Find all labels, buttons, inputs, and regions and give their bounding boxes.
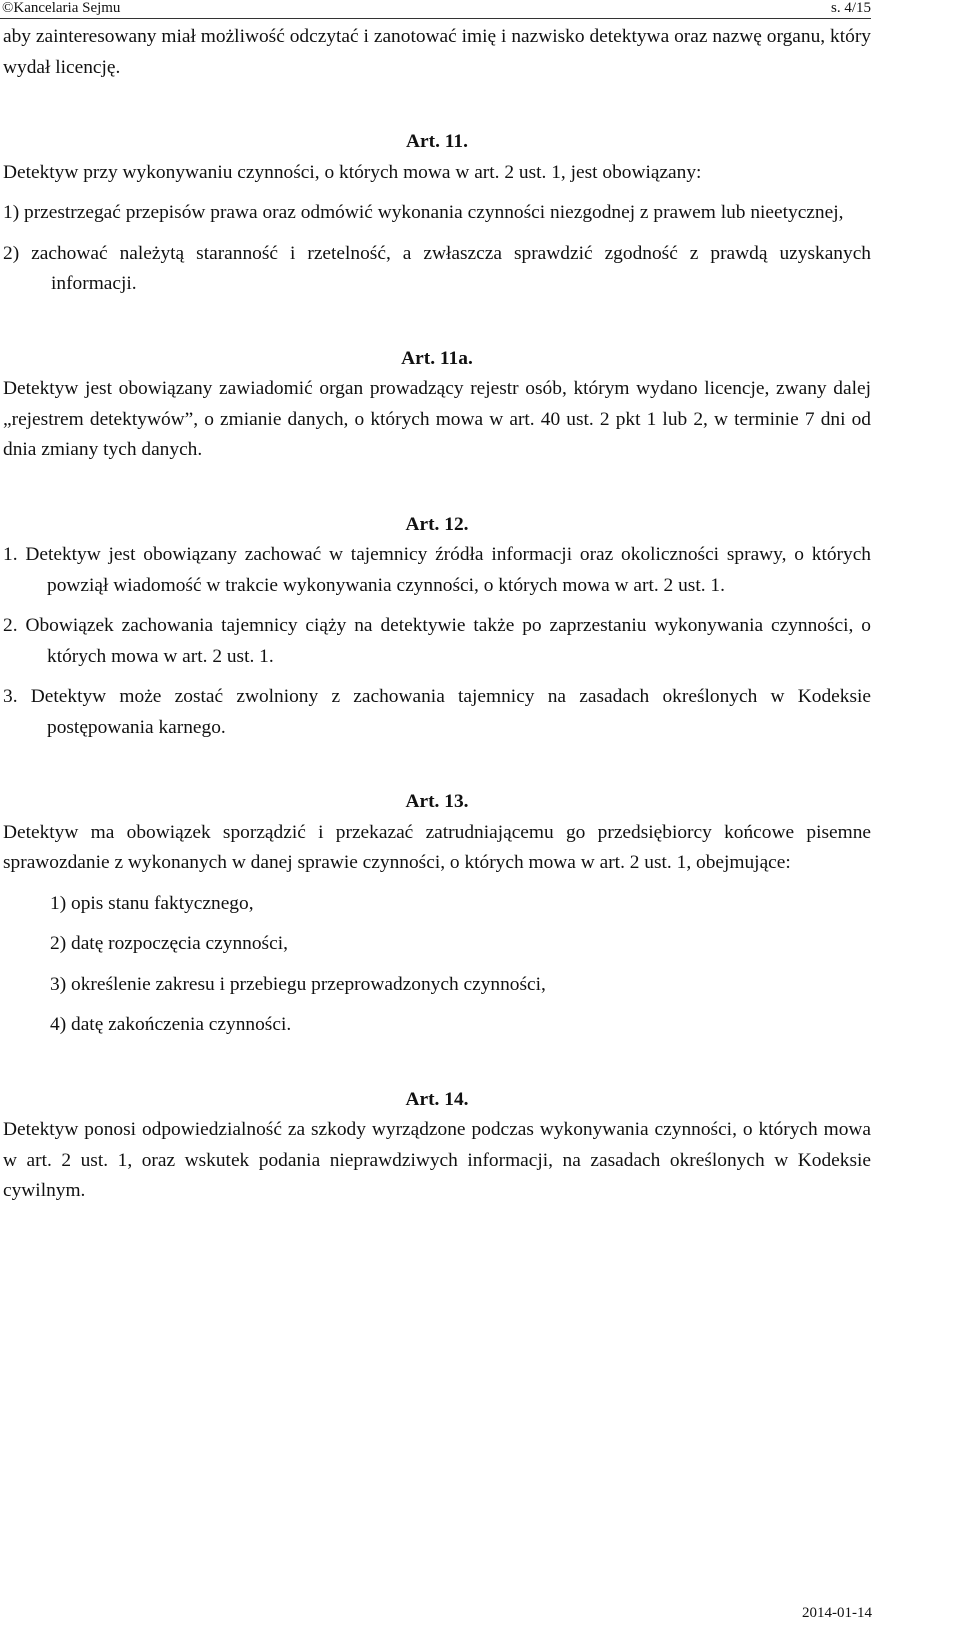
article-12-para-3: 3. Detektyw może zostać zwolniony z zachowania tajemnicy na zasadach określonych w Kodeksie postępowania karnego. [3,686,871,738]
document-body [3,22,871,1207]
article-11a-text: Detektyw jest obowiązany zawiadomić organ prowadzący rejestr osób, którym wydano licencje, zwany dalej „rejestrem detektywów”, o zmianie danych, o których mowa w art. 40 ust. 2 pkt 1 lub 2, w terminie 7 dni od dnia zmiany tych danych. [3,378,871,460]
article-11-lead: Detektyw przy wykonywaniu czynności, o których mowa w art. 2 ust. 1, jest obowiązany: [3,161,702,183]
article-11-list [3,198,871,300]
header-divider [0,18,871,19]
copyright-label: ©Kancelaria Sejmu [2,0,121,16]
article-14-title: Art. 14. [405,1088,469,1110]
article-13-title: Art. 13. [405,791,469,812]
list-item: 2) datę rozpoczęcia czynności, [50,933,288,954]
article-11-title: Art. 11. [406,131,468,152]
list-item: 3) określenie zakresu i przebiegu przeprowadzonych czynności, [50,973,546,995]
list-item: 1) opis stanu faktycznego, [50,892,254,914]
article-12-title: Art. 12. [405,513,469,535]
list-item: 2) zachować należytą staranność i rzetelność, a zwłaszcza sprawdzić zgodność z prawdą uzyskanych informacji. [3,242,871,294]
article-12-para-1: 1. Detektyw jest obowiązany zachować w tajemnicy źródła informacji oraz okoliczności sprawy, o których powziął wiadomość w trakcie wykonywania czynności, o których mowa w art. 2 ust. 1. [3,544,871,596]
article-12-body [3,540,871,743]
footer-date: 2014-01-14 [802,1605,872,1621]
intro-paragraph: aby zainteresowany miał możliwość odczytać i zanotować imię i nazwisko detektywa oraz nazwę organu, który wydał licencję. [3,26,871,78]
article-14-text: Detektyw ponosi odpowiedzialność za szkody wyrządzone podczas wykonywania czynności, o których mowa w art. 2 ust. 1, oraz wskutek podania nieprawdziwych informacji, na zasadach określonych w Kodeksie cywilnym. [3,1119,871,1201]
page-header [0,0,960,20]
page-number: s. 4/15 [830,0,871,16]
article-11a-title: Art. 11a. [401,347,473,369]
article-12-para-2: 2. Obowiązek zachowania tajemnicy ciąży na detektywie także po zaprzestaniu wykonywania czynności, o których mowa w art. 2 ust. 1. [3,615,871,667]
article-13-lead: Detektyw ma obowiązek sporządzić i przekazać zatrudniającemu go przedsiębiorcy końcowe pisemne sprawozdanie z wykonanych w danej sprawie czynności, o których mowa w art. 2 ust. 1, obejmujące: [3,821,871,873]
list-item: 1) przestrzegać przepisów prawa oraz odmówić wykonania czynności niezgodnej z prawem lub nieetycznej, [3,202,844,223]
list-item: 4) datę zakończenia czynności. [50,1014,292,1035]
article-13-list [3,889,871,1041]
